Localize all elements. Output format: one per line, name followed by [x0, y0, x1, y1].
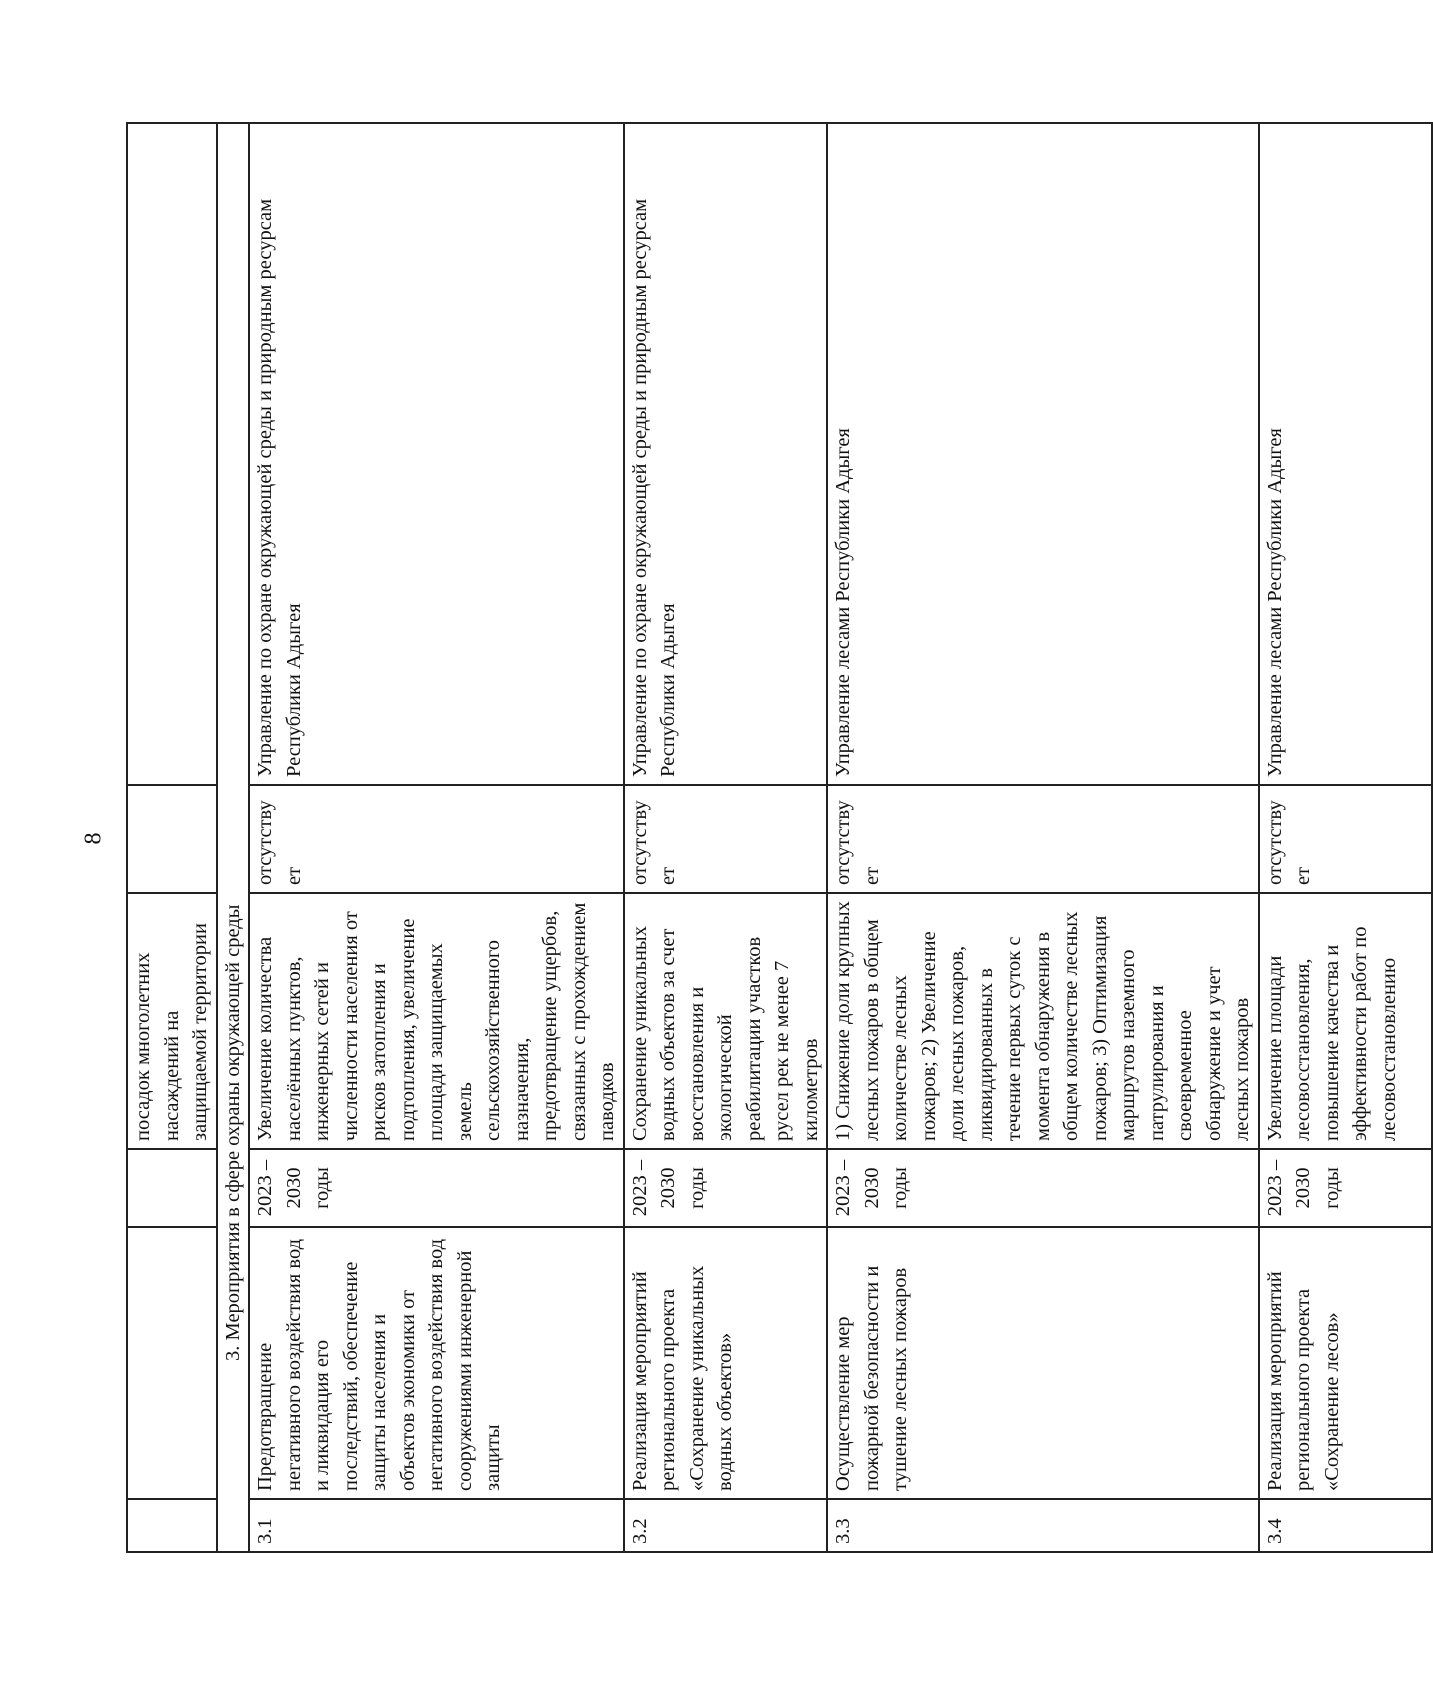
- row-responsible: Управление лесами Республики Адыгея: [1259, 123, 1432, 785]
- row-num: 3.3: [827, 1499, 1259, 1552]
- row-period: 2023 – 2030 годы: [249, 1149, 624, 1227]
- row-relation: отсутствует: [249, 785, 624, 893]
- row-result: 1) Снижение доли крупных лесных пожаров в общем количестве лесных пожаров; 2) Увеличение доли лесных пожаров, ликвидированных в течение первых суток с момента обнаружения в общем количестве лесных пожаров; 3) Оптимизация маршрутов наземного патрулирования и своевременное обнаружение и учет лесных пожаров: [827, 893, 1259, 1149]
- continuation-relation-cell: [127, 785, 217, 893]
- continuation-row: [127, 123, 217, 1552]
- rotated-table-wrapper: [126, 124, 1400, 1553]
- page-number: 8: [80, 832, 107, 845]
- row-responsible: Управление по охране окружающей среды и природным ресурсам Республики Адыгея: [624, 123, 828, 785]
- continuation-num-cell: [127, 1499, 217, 1552]
- row-period: 2023 – 2030 годы: [827, 1149, 1259, 1227]
- row-name: Реализация мероприятий регионального проекта «Сохранение лесов»: [1259, 1227, 1432, 1499]
- continuation-result-cell: посадок многолетних насаждений на защищаемой территории: [127, 893, 217, 1149]
- row-name: Осуществление мер пожарной безопасности и тушение лесных пожаров: [827, 1227, 1259, 1499]
- row-period: 2023 – 2030 годы: [1259, 1149, 1432, 1227]
- section-number: 3.: [221, 1345, 244, 1361]
- row-period: 2023 – 2030 годы: [624, 1149, 828, 1227]
- table-row: [624, 123, 828, 1552]
- continuation-name-cell: [127, 1227, 217, 1499]
- row-relation: отсутствует: [1259, 785, 1432, 893]
- section-row: [217, 123, 250, 1552]
- row-result: Увеличение площади лесовосстановления, повышение качества и эффективности работ по лесовосстановлению: [1259, 893, 1432, 1149]
- row-result: Сохранение уникальных водных объектов за счет восстановления и экологической реабилитации участков русел рек не менее 7 километров: [624, 893, 828, 1149]
- row-name: Предотвращение негативного воздействия вод и ликвидация его последствий, обеспечение защиты населения и объектов экономики от негативного воздействия вод сооружениями инженерной защиты: [249, 1227, 624, 1499]
- row-name: Реализация мероприятий регионального проекта «Сохранение уникальных водных объектов»: [624, 1227, 828, 1499]
- table-row: [827, 123, 1259, 1552]
- table-row: [249, 123, 624, 1552]
- continuation-period-cell: [127, 1149, 217, 1227]
- row-relation: отсутствует: [827, 785, 1259, 893]
- measures-table: [126, 122, 1433, 1553]
- section-title: Мероприятия в сфере охраны окружающей среды: [221, 904, 244, 1341]
- row-num: 3.2: [624, 1499, 828, 1552]
- row-relation: отсутствует: [624, 785, 828, 893]
- section-header-cell: [217, 123, 250, 1552]
- row-responsible: Управление лесами Республики Адыгея: [827, 123, 1259, 785]
- row-responsible: Управление по охране окружающей среды и природным ресурсам Республики Адыгея: [249, 123, 624, 785]
- row-num: 3.4: [1259, 1499, 1432, 1552]
- row-num: 3.1: [249, 1499, 624, 1552]
- row-result: Увеличение количества населённых пунктов, инженерных сетей и численности населения от рисков затопления и подтопления, увеличение площади защищаемых земель сельскохозяйственного назначения, предотвращение ущербов, связанных с прохождением паводков: [249, 893, 624, 1149]
- continuation-responsible-cell: [127, 123, 217, 785]
- table-row: [1259, 123, 1432, 1552]
